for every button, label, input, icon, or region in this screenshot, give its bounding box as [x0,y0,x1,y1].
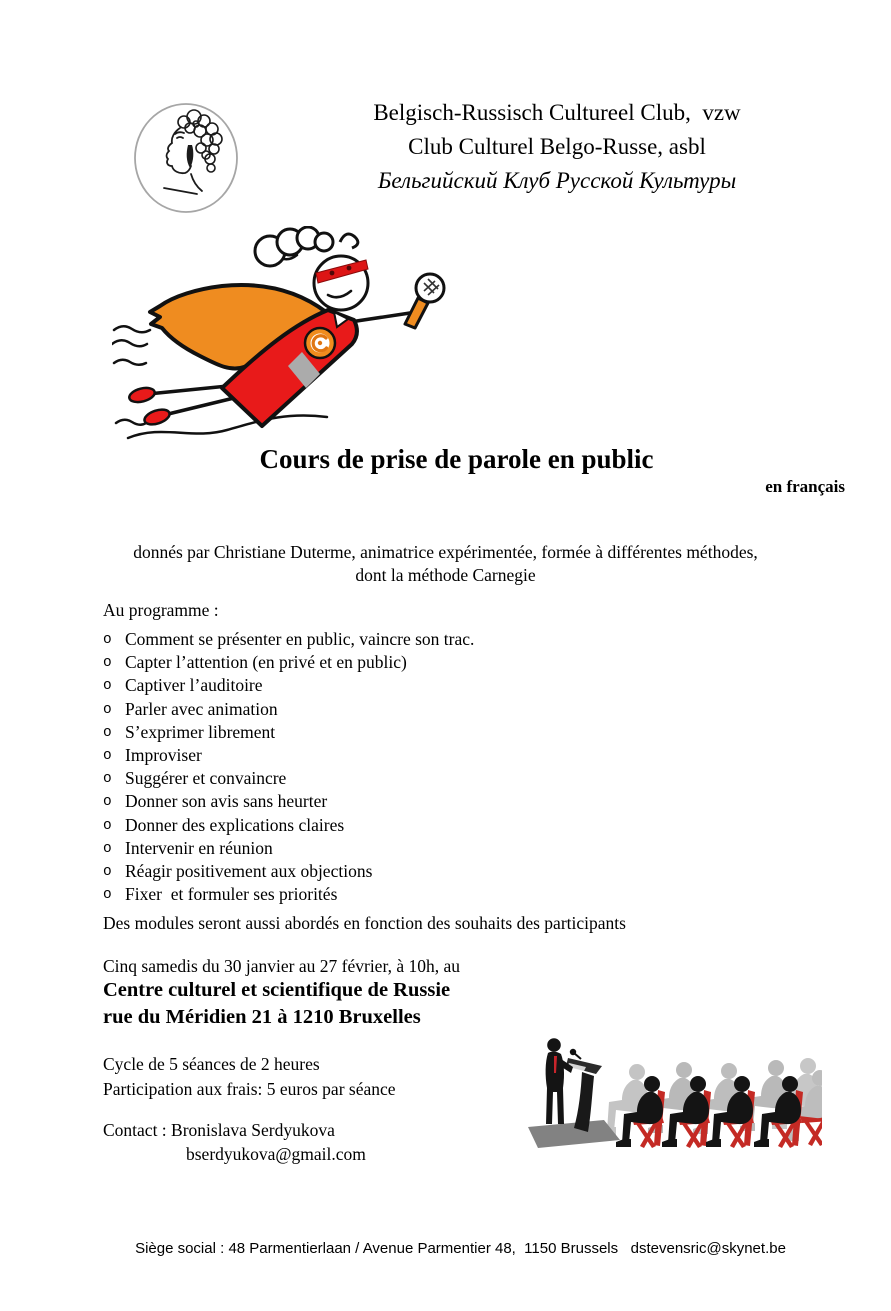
program-item [103,628,663,651]
contact-block [103,1119,366,1166]
program-item-label: Improviser [125,745,202,766]
program-item [103,744,663,767]
venue-address: rue du Méridien 21 à 1210 Bruxelles [103,1005,421,1028]
schedule-line: Cinq samedis du 30 janvier au 27 février, à 10h, au [103,956,460,976]
club-name-french: Club Culturel Belgo-Russe, asbl [408,134,706,159]
club-name-russian: Бельгийский Клуб Русской Культуры [377,168,737,193]
program-item [103,860,663,883]
program-item-label: Captiver l’auditoire [125,675,263,696]
shoe [128,386,156,405]
trainer-intro [0,541,891,587]
venue [103,977,450,1030]
bullet: o [103,794,112,811]
bullet: o [103,840,112,857]
club-logo-pushkin-medallion [131,101,241,215]
program-item [103,767,663,790]
program-item-label: Comment se présenter en public, vaincre son trac. [125,629,475,649]
bullet: o [103,887,112,904]
language-note: en français [765,477,845,496]
arm [350,313,410,322]
program-item-label: Donner des explications claires [125,814,345,835]
program-item [103,651,663,674]
hair-puffs [255,227,333,266]
speaker-silhouette [546,1038,573,1124]
lectern [566,1049,602,1132]
course-details [103,1052,396,1102]
hair-curl [340,234,358,248]
eye [347,266,352,271]
shoe [143,407,172,427]
bullet: o [103,655,112,672]
bullet: o [103,632,112,648]
venue-name: Centre culturel et scientifique de Russie [103,979,451,1001]
program-item-label: Fixer et formuler ses priorités [125,884,338,905]
chest-badge [305,328,335,358]
program-item-label: Capter l’attention (en privé et en public) [125,652,407,673]
bullet: o [103,701,112,718]
program-item [103,698,663,721]
program-item-label: Intervenir en réunion [125,837,273,858]
bullet: o [103,724,112,741]
club-name-dutch: Belgisch-Russisch Cultureel Club, vzw [373,100,741,125]
bullet: o [103,748,112,765]
cycle-line: Cycle de 5 séances de 2 heures [103,1054,320,1074]
medallion-ring [135,104,237,212]
bullet: o [103,817,112,834]
program-item [103,883,663,906]
trainer-intro-line2: dont la méthode Carnegie [355,565,536,585]
contact-email: bserdyukova@gmail.com [186,1143,366,1164]
club-header [292,96,822,198]
program-item [103,814,663,837]
stage-platform [528,1120,620,1148]
footer-registered-office: Siège social : 48 Parmentierlaan / Avenue Parmentier 48, 1150 Brussels dstevensric@skynet.be [135,1240,786,1257]
program-item-label: Réagir positivement aux objections [125,861,373,882]
speaker-audience-illustration [524,1032,822,1158]
hero-flying-superwoman-illustration [112,226,462,441]
program-item [103,721,663,744]
trainer-intro-line1: donnés par Christiane Duterme, animatrice expérimentée, formée à différentes méthodes, [133,542,758,562]
course-title: Cours de prise de parole en public [259,444,654,474]
eye [330,271,335,276]
program-item-label: S’exprimer librement [125,721,276,742]
bullet: o [103,678,112,695]
bullet: o [103,771,112,788]
program-item-label: Suggérer et convaincre [125,768,287,789]
fee-line: Participation aux frais: 5 euros par séance [103,1079,396,1099]
program-section [103,599,663,906]
program-item [103,837,663,860]
program-list [103,628,663,906]
contact-name: Contact : Bronislava Serdyukova [103,1120,335,1140]
program-item-label: Donner son avis sans heurter [125,791,328,812]
program-heading: Au programme : [103,600,219,620]
bullet: o [103,864,112,881]
program-item [103,790,663,813]
modules-note: Des modules seront aussi abordés en fonction des souhaits des participants [103,913,626,933]
program-item-label: Parler avec animation [125,698,278,719]
program-item [103,674,663,697]
